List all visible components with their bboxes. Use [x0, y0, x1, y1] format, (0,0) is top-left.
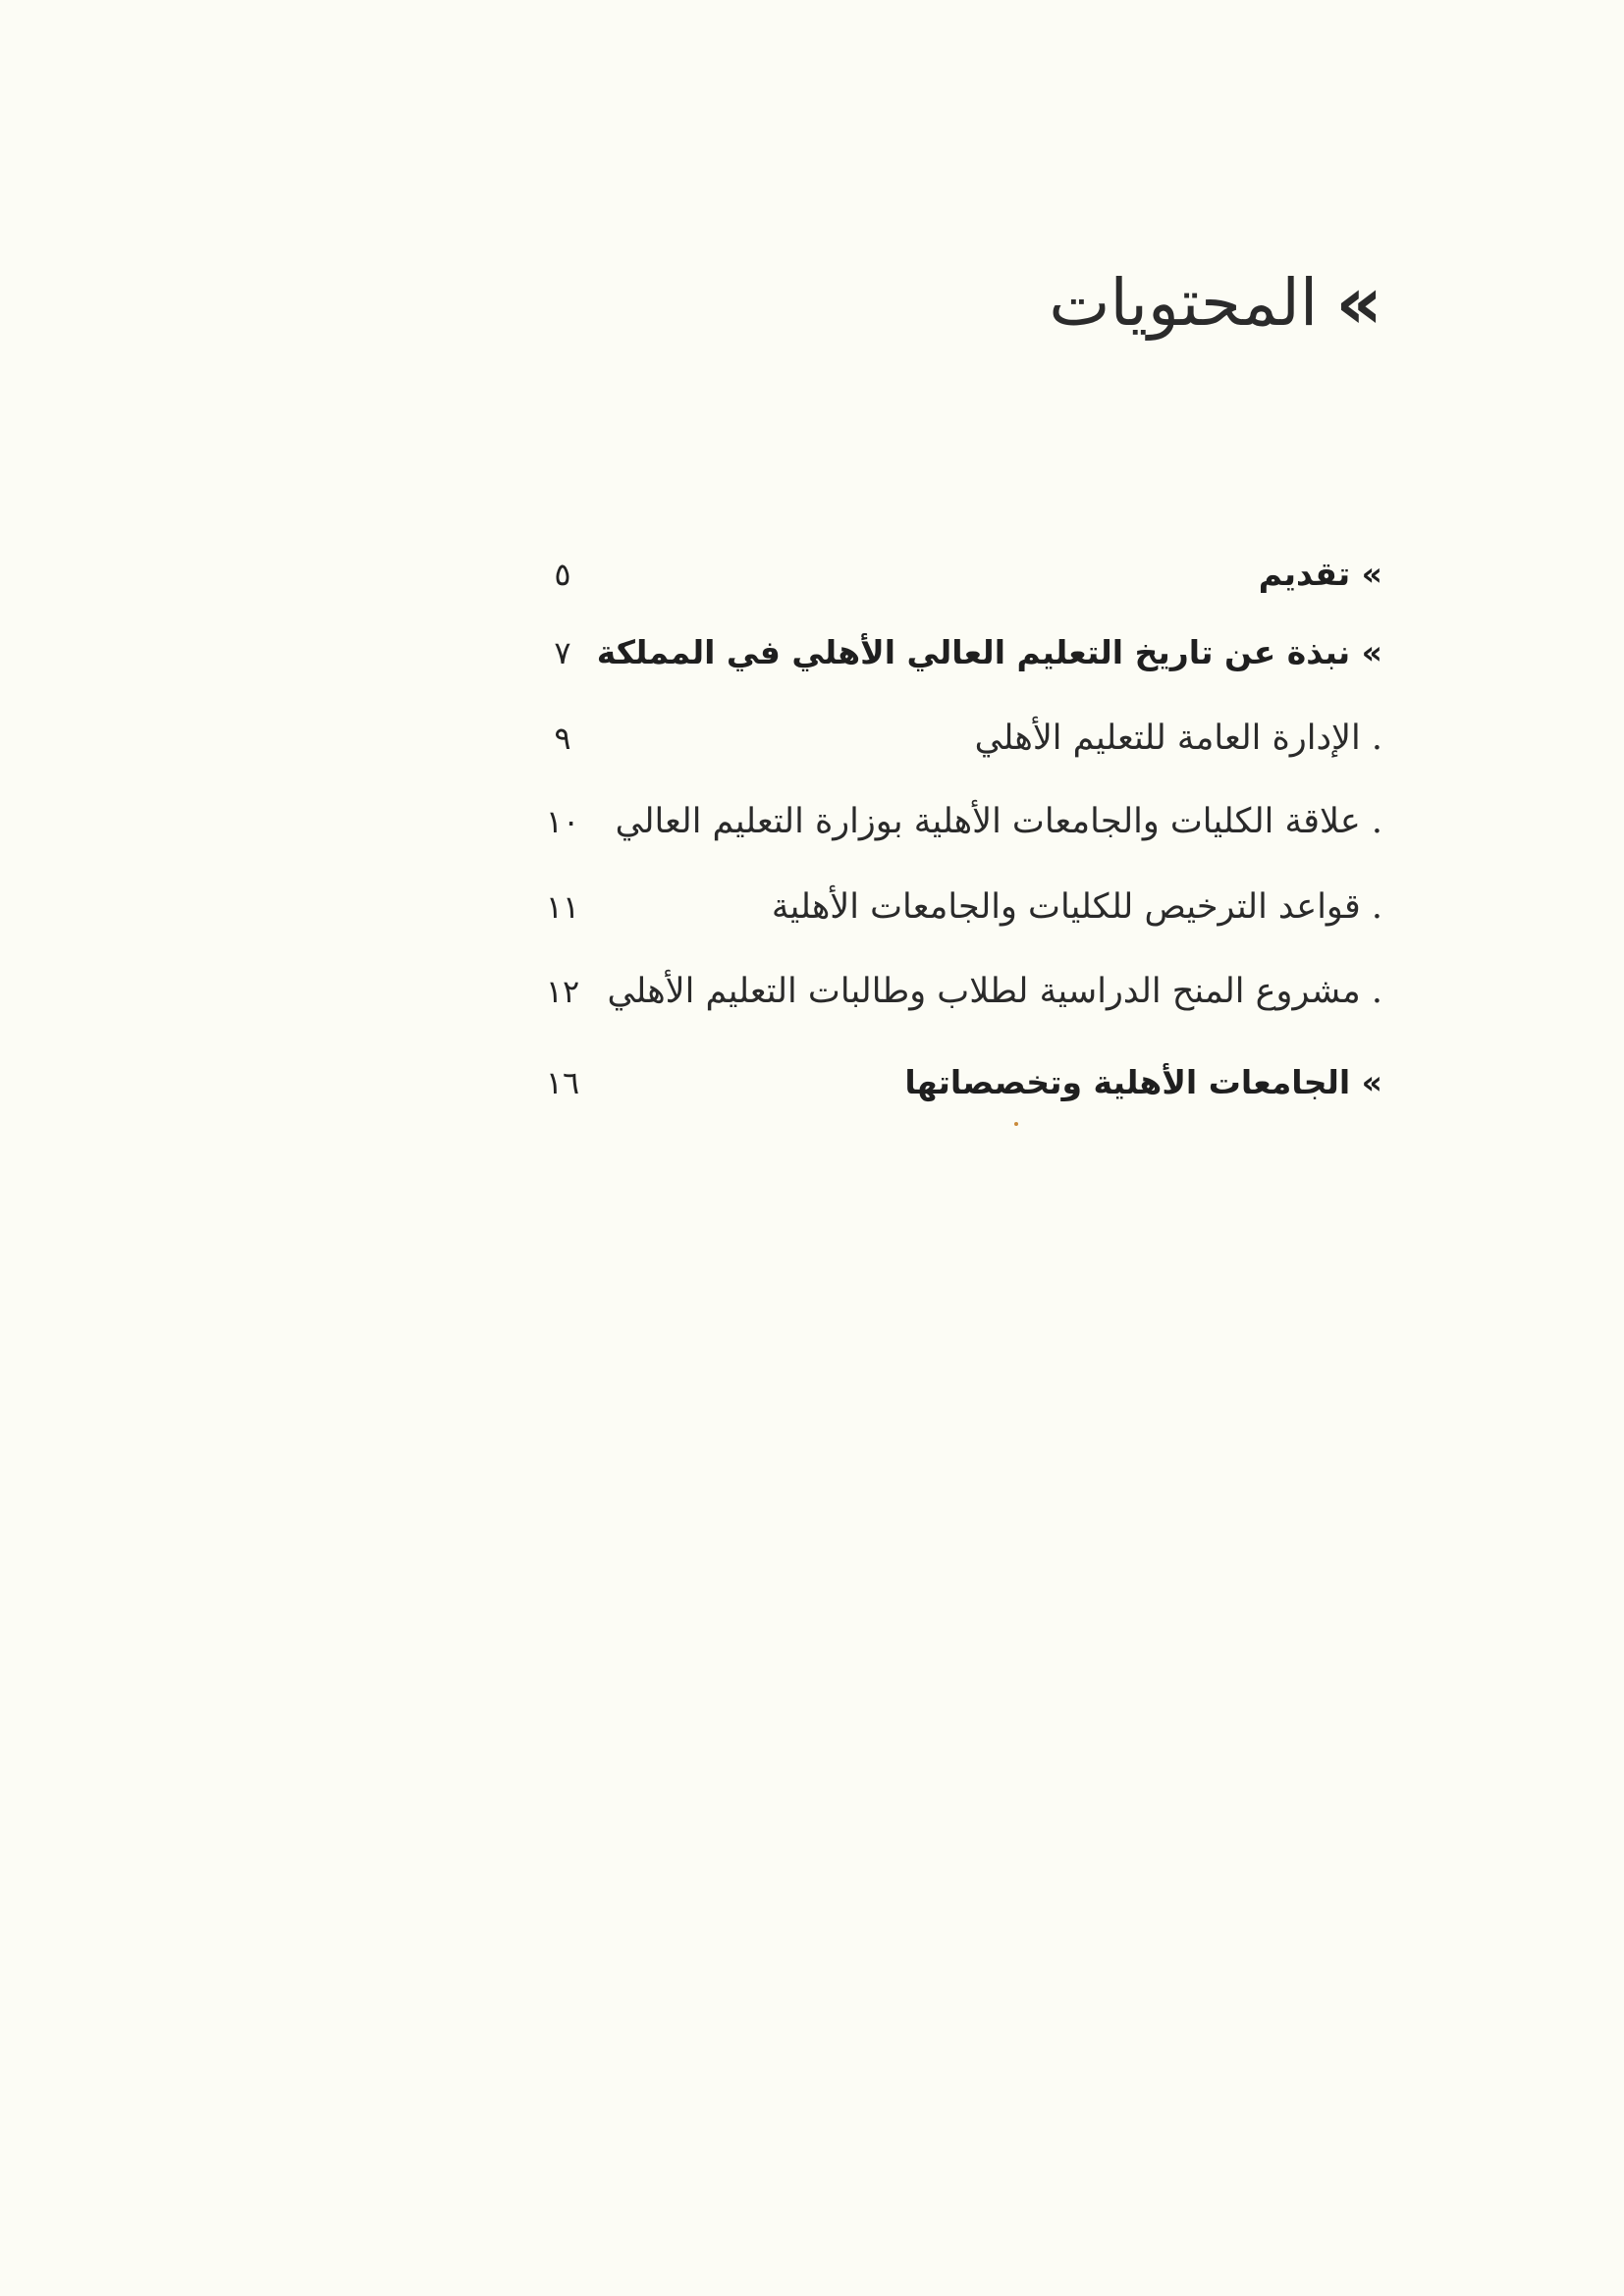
- toc-entry: [538, 623, 1382, 682]
- toc-entry-marker: »: [1350, 555, 1382, 593]
- page-title: [1049, 260, 1382, 346]
- toc-page-number: ٧: [554, 634, 571, 671]
- toc-entry-label: [597, 623, 1382, 682]
- toc-entry-marker: .: [1360, 887, 1382, 927]
- toc-entry-marker: »: [1350, 633, 1382, 671]
- toc-entry-text: الإدارة العامة للتعليم الأهلي: [974, 719, 1361, 758]
- toc-entry-label: [616, 792, 1382, 851]
- toc-page-number: ١٦: [545, 1064, 580, 1101]
- toc-entry-label: [772, 878, 1382, 936]
- toc-entry-marker: .: [1360, 802, 1382, 841]
- toc-entry-text: قواعد الترخيص للكليات والجامعات الأهلية: [771, 887, 1361, 927]
- toc-entry-label: [607, 962, 1382, 1021]
- toc-page-number: ٥: [554, 556, 571, 593]
- toc-entry: [538, 709, 1382, 768]
- toc-entry: [538, 1053, 1382, 1112]
- toc-page-number: ١٢: [545, 973, 580, 1010]
- toc-entry-text: تقديم: [1258, 555, 1351, 593]
- toc-entry-text: نبذة عن تاريخ التعليم العالي الأهلي في المملكة: [596, 633, 1351, 671]
- toc-entry: [538, 962, 1382, 1021]
- toc-entry-label: [975, 709, 1382, 768]
- paper-speck: [1014, 1122, 1018, 1126]
- toc-entry: [538, 792, 1382, 851]
- title-chevron-mark: »: [1335, 260, 1382, 346]
- toc-entry-text: علاقة الكليات والجامعات الأهلية بوزارة التعليم العالي: [615, 802, 1361, 841]
- toc-page-number: ٩: [554, 720, 571, 757]
- toc-entry-text: الجامعات الأهلية وتخصصاتها: [904, 1063, 1351, 1101]
- toc-entry: [538, 878, 1382, 936]
- toc-entry: [538, 545, 1382, 604]
- toc-entry-text: مشروع المنح الدراسية لطلاب وطالبات التعليم الأهلي: [607, 972, 1361, 1011]
- toc-entry-marker: .: [1360, 972, 1382, 1011]
- toc-entry-label: [904, 1053, 1382, 1112]
- toc-page-number: ١١: [545, 888, 580, 926]
- toc-entry-marker: »: [1350, 1063, 1382, 1101]
- toc-page-number: ١٠: [545, 803, 580, 840]
- page-title-text: المحتويات: [1049, 265, 1319, 341]
- toc-entry-label: [1259, 545, 1382, 604]
- toc-entry-marker: .: [1360, 719, 1382, 758]
